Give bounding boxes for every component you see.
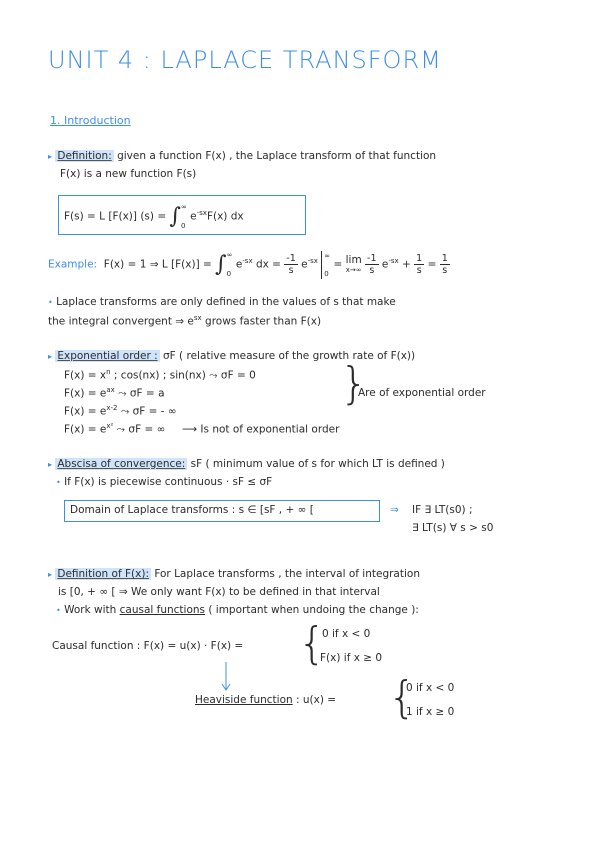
example-part1: F(x) = 1 ⇒ L [F(x)] =	[103, 258, 216, 271]
integrand-exp: -sx	[196, 209, 207, 217]
exp-order-row-2: $F(x) = e^{ax}$ ⤳ σF = a	[64, 386, 165, 400]
note-text-2a: the integral convergent ⇒ e	[48, 315, 194, 328]
ex-exp3: -sx	[388, 257, 399, 265]
bullet-icon: ▸	[48, 352, 53, 361]
ex-int-upper: ∞	[226, 251, 233, 259]
heaviside-line: Heaviside function : u(x) =	[195, 694, 337, 706]
definition-text-1: given a function F(x) , the Laplace transform of that function	[117, 150, 437, 162]
integral-sign: ∫	[215, 252, 227, 277]
bullet-icon: ▸	[48, 152, 53, 161]
left-brace-causal: {	[298, 618, 326, 669]
causal-case-2: F(x) if x ≥ 0	[320, 652, 383, 664]
example-label: Example:	[48, 258, 98, 271]
int-lower: 0	[180, 222, 186, 230]
fraction-1: $\frac{-1}{s}$	[286, 253, 296, 276]
integrand-e: e	[190, 210, 197, 223]
note-line-1	[48, 296, 396, 308]
exp-order-brace-text: Are of exponential order	[358, 387, 486, 399]
exp-order-term: Exponential order :	[57, 350, 158, 362]
integral-sign: ∫	[169, 204, 181, 229]
definition-line-2: F(x) is a new function F(s)	[60, 168, 197, 180]
ex-e2: e	[301, 258, 308, 271]
def2-line-1	[48, 568, 420, 580]
note-text-2b: grows faster than F(x)	[201, 315, 322, 328]
causal-lhs: Causal function : F(x) = u(x) · F(x) =	[52, 640, 244, 652]
limit: lim x→∞	[345, 253, 362, 274]
ex-exp2: -sx	[307, 257, 318, 265]
dot-bullet-icon: •	[56, 606, 61, 615]
fraction-2: $\frac{-1}{s}$	[367, 253, 377, 276]
definition-term: Definition:	[57, 150, 112, 162]
abscissa-right-2: ∃ LT(s) ∀ s > s0	[412, 522, 494, 534]
exp-order-desc: σF ( relative measure of the growth rate of F(x))	[163, 350, 416, 362]
def2-line-3: • Work with causal functions ( important when undoing the change ):	[56, 604, 419, 616]
left-brace-heaviside: {	[388, 672, 416, 723]
abscissa-heading	[48, 458, 445, 470]
integrand-rest: F(x) dx	[206, 210, 244, 223]
abscissa-term: Abscisa of convergence:	[57, 458, 186, 470]
definition-line-1	[48, 150, 436, 162]
page-title: UNIT 4 : LAPLACE TRANSFORM	[48, 46, 442, 74]
heaviside-case-2: 1 if x ≥ 0	[406, 706, 455, 718]
bullet-icon: ▸	[48, 570, 53, 579]
ex-eq: =	[333, 258, 343, 271]
ex-exp: -sx	[242, 257, 253, 265]
right-brace: }	[340, 358, 368, 409]
ex-e3: e	[381, 258, 389, 271]
bullet-icon: ▸	[48, 460, 53, 469]
ex-eq2: =	[427, 258, 437, 271]
exp-order-row-4: $F(x) = e^{x^2}$ ⤳ σF = ∞ ⟶ Is not of exponential order	[64, 422, 340, 436]
domain-text: Domain of Laplace transforms : s ∈ [sF , + ∞ [	[70, 504, 314, 516]
exp-order-row-1: $F(x) = x^n$ ; cos(nx) ; sin(nx) ⤳ σF = 0	[64, 368, 256, 382]
def2-text-1: For Laplace transforms , the interval of integration	[154, 568, 420, 580]
abscissa-desc: sF ( minimum value of s for which LT is defined )	[190, 458, 445, 470]
note-text-1: Laplace transforms are only defined in the values of s that make	[56, 296, 396, 308]
def2-term: Definition of F(x):	[57, 568, 149, 580]
not-exp-order: ⟶ Is not of exponential order	[182, 423, 340, 436]
dot-bullet-icon: •	[48, 298, 53, 307]
causal-case-1: 0 if x < 0	[322, 628, 371, 640]
note-exp: sx	[193, 314, 202, 322]
fraction-4: $\frac{1}{s}$	[441, 253, 448, 276]
section-heading-introduction: 1. Introduction	[50, 114, 131, 127]
ex-dx: dx =	[255, 258, 281, 271]
heaviside-case-1: 0 if x < 0	[406, 682, 455, 694]
laplace-definition-formula	[64, 202, 244, 231]
int-upper: ∞	[180, 203, 187, 211]
arrow-down-icon	[220, 662, 232, 692]
fraction-3: $\frac{1}{s}$	[416, 253, 423, 276]
abscissa-right-1: IF ∃ LT(s0) ;	[412, 504, 473, 516]
def2-line-2: is [0, + ∞ [ ⇒ We only want F(x) to be defined in that interval	[58, 586, 380, 598]
note-line-2	[48, 314, 321, 328]
formula-lhs: F(s) = L [F(x)] (s) =	[64, 210, 170, 223]
implies-arrow: ⇒	[390, 504, 399, 516]
ex-e: e	[235, 258, 243, 271]
ex-int-lower: 0	[226, 270, 232, 278]
exp-order-row-3: $F(x) = e^{x-2}$ ⤳ σF = - ∞	[64, 404, 177, 418]
abscissa-sub: • If F(x) is piecewise continuous · sF ≤ σF	[56, 476, 273, 488]
dot-bullet-icon: •	[56, 478, 61, 487]
example-line	[48, 250, 450, 279]
ex-plus: +	[402, 258, 411, 271]
evaluation-bar: ∞ 0	[321, 251, 330, 279]
